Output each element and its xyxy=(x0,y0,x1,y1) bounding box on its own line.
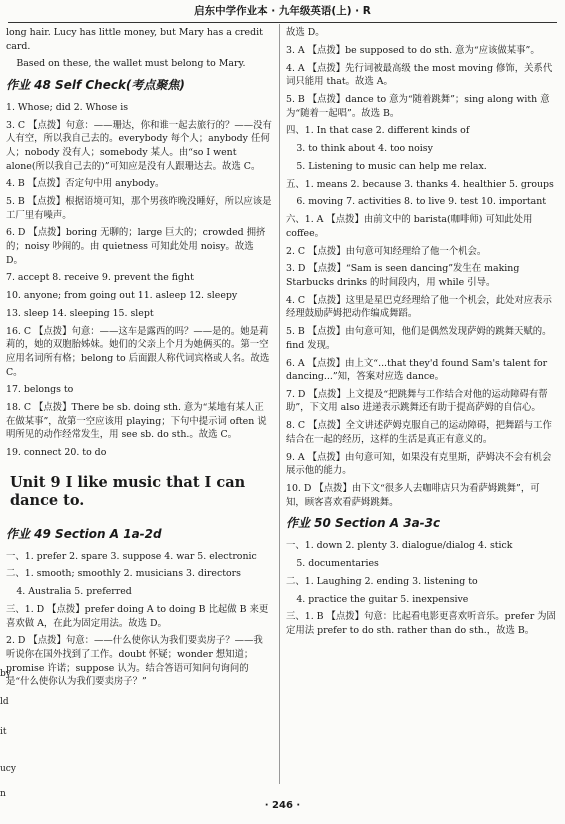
page-header: 启东中学作业本 · 九年级英语(上) · R xyxy=(194,5,371,17)
answer-line: 三、1. B 【点拨】句意：比起看电影更喜欢听音乐。prefer 为固定用法 prefer to do sth. rather than do sth.，故选 B。 xyxy=(286,611,556,636)
answer-line: 7. accept 8. receive 9. prevent the fight xyxy=(6,272,194,284)
answer-line: Based on these, the wallet must belong to Mary. xyxy=(16,58,246,70)
right-column xyxy=(286,26,558,642)
margin-note: ucy xyxy=(0,764,16,774)
section-heading: 作业 49 Section A 1a-2d xyxy=(6,526,162,541)
answer-line: 10. anyone; from going out 11. asleep 12. sleepy xyxy=(6,290,238,302)
answer-line: 17. belongs to xyxy=(6,384,74,396)
answer-line: 6. D 【点拨】boring 无聊的；large 巨大的；crowded 拥挤的；noisy 吵闹的。由 quietness 可知此处用 noisy。故选 D。 xyxy=(6,227,266,266)
margin-note: ld xyxy=(0,697,9,707)
answer-line: 四、1. In that case 2. different kinds of xyxy=(286,125,470,137)
header-rule xyxy=(8,22,557,23)
margin-note: it xyxy=(0,727,7,737)
unit-title: Unit 9 I like music that I can dance to. xyxy=(10,473,246,509)
answer-line: 5. B 【点拨】由句意可知，他们是偶然发现萨姆的跳舞天赋的。find 发现。 xyxy=(286,326,552,351)
answer-line: 五、1. means 2. because 3. thanks 4. healthier 5. groups xyxy=(286,178,554,190)
answer-line: 4. Australia 5. preferred xyxy=(16,586,132,598)
answer-line: 一、1. down 2. plenty 3. dialogue/dialog 4. stick xyxy=(286,540,513,552)
answer-line: 4. practice the guitar 5. inexpensive xyxy=(296,593,469,605)
answer-line: 2. D 【点拨】句意：——什么使你认为我们要卖房子？——我听说你在国外找到了工作。doubt 怀疑；wonder 想知道；promise 许诺；suppose 认为。结合答语可知问句询问的是“什么使你认为我们要卖房子？” xyxy=(6,635,263,688)
answer-line: 4. B 【点拨】否定句中用 anybody。 xyxy=(6,178,165,190)
left-column xyxy=(6,26,272,693)
answer-line: 10. D 【点拨】由下文“很多人去咖啡店只为看萨姆跳舞”，可知，顾客喜欢看萨姆跳舞。 xyxy=(286,483,540,508)
answer-line: 18. C 【点拨】There be sb. doing sth. 意为“某地有某人正在做某事”，故第一空应该用 playing；下句中提示词 often 说明所见的动作经常发生，用 see sb. do sth.。故选 C。 xyxy=(6,402,267,441)
answer-line: 故选 D。 xyxy=(286,27,325,38)
answer-line: 5. B 【点拨】根据语境可知，那个男孩昨晚没睡好，所以应该是工厂里有噪声。 xyxy=(6,196,272,221)
margin-note: n xyxy=(0,789,6,799)
answer-line: 3. A 【点拨】be supposed to do sth. 意为“应该做某事”。 xyxy=(286,44,540,56)
answer-line: 5. Listening to music can help me relax. xyxy=(296,160,487,172)
section-heading: 作业 48 Self Check(考点聚焦) xyxy=(6,77,185,92)
margin-note: by xyxy=(0,669,11,679)
answer-line: 4. C 【点拨】这里是星巴克经理给了他一个机会，此处对应表示经理鼓励萨姆把动作编成舞蹈。 xyxy=(286,294,552,320)
answer-line: 2. C 【点拨】由句意可知经理给了他一个机会。 xyxy=(286,245,487,257)
answer-line: 三、1. D 【点拨】prefer doing A to doing B 比起做 B 来更喜欢做 A，在此为固定用法。故选 D。 xyxy=(6,604,269,629)
answer-line: 3. to think about 4. too noisy xyxy=(296,143,433,155)
column-divider xyxy=(279,24,280,784)
answer-line: 13. sleep 14. sleeping 15. slept xyxy=(6,308,154,319)
answer-line: 4. A 【点拨】先行词被最高级 the most moving 修饰，关系代词只能用 that。故选 A。 xyxy=(286,62,553,88)
answer-line: 9. A 【点拨】由句意可知，如果没有克里斯，萨姆决不会有机会展示他的能力。 xyxy=(286,451,552,477)
answer-line: 5. documentaries xyxy=(296,557,379,569)
answer-line: 3. D 【点拨】“Sam is seen dancing”发生在 making Starbucks drinks 的时间段内，用 while 引导。 xyxy=(286,263,520,288)
answer-line: 16. C 【点拨】句意：——这车是露西的吗？——是的。她是莉莉的，她的双胞胎姊妹。她们的父亲上个月为她俩买的。第一空应用名词所有格；belong to 后面跟人称代词宾格或人名。故选 C。 xyxy=(6,325,270,378)
answer-line: long hair. Lucy has little money, but Mary has a credit card. xyxy=(6,27,263,52)
answer-line: 8. C 【点拨】全文讲述萨姆克服自己的运动障碍，把舞蹈与工作结合在一起的经历，这样的生活是真正有意义的。 xyxy=(286,420,552,445)
answer-line: 6. moving 7. activities 8. to live 9. test 10. important xyxy=(296,196,547,208)
answer-line: 7. D 【点拨】上文提及“把跳舞与工作结合对他的运动障碍有帮助”，下文用 also 进递表示跳舞还有助于提高萨姆的自信心。 xyxy=(286,388,548,414)
answer-line: 二、1. Laughing 2. ending 3. listening to xyxy=(286,575,478,587)
answer-line: 六、1. A 【点拨】由前文中的 barista(咖啡师) 可知此处用 coffee。 xyxy=(286,214,533,239)
answer-line: 二、1. smooth; smoothly 2. musicians 3. directors xyxy=(6,568,241,580)
section-heading: 作业 50 Section A 3a-3c xyxy=(286,516,441,531)
answer-line: 3. C 【点拨】句意：——珊达，你和谁一起去旅行的？——没有人有空，所以我自己去的。everybody 每个人；anybody 任何人；nobody 没有人；somebody 某人。由“so I went alone(所以我自己去的)”可知应是没有人跟珊达去。故选 C。 xyxy=(6,119,272,172)
answer-line: 5. B 【点拨】dance to 意为“随着跳舞”；sing along with 意为“随着一起唱”。故选 B。 xyxy=(286,93,550,119)
answer-line: 6. A 【点拨】由上文“...that they'd found Sam's talent for dancing...”知，答案对应选 dance。 xyxy=(286,357,548,383)
answer-line: 一、1. prefer 2. spare 3. suppose 4. war 5. electronic xyxy=(6,550,257,562)
answer-line: 19. connect 20. to do xyxy=(6,447,107,459)
answer-line: 1. Whose; did 2. Whose is xyxy=(6,101,129,113)
page-number: · 246 · xyxy=(264,800,301,811)
